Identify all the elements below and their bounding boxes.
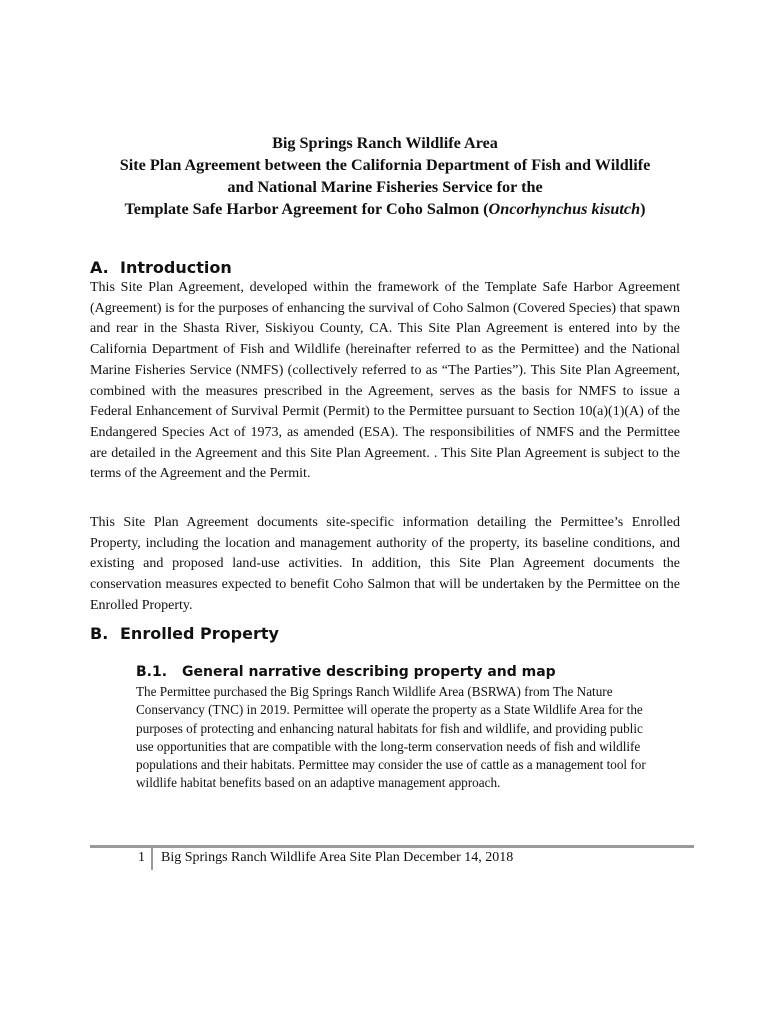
property-narrative-paragraph: The Permittee purchased the Big Springs Ranch Wildlife Area (BSRWA) from The Nature Conservancy (TNC) in 2019. Permittee will operate the property as a State Wildlife Area for the purposes of protecting and enhancing natural habitats for fish and wildlife, and providing public use opportunities that are compatible with the long-term conservation needs of fish and wildlife populations and their habitats. Permittee may consider the use of cattle as a management tool for wildlife habitat benefits based on an adaptive management approach. bbox=[136, 684, 646, 791]
title-line-3: and National Marine Fisheries Service for the bbox=[227, 178, 543, 196]
page-number: 1 bbox=[138, 850, 145, 865]
intro-paragraph-1: This Site Plan Agreement, developed within the framework of the Template Safe Harbor Agreement (Agreement) is for the purposes of enhancing the survival of Coho Salmon (Covered Species) that spawn and rear in the Shasta River, Siskiyou County, CA. This Site Plan Agreement is entered into by the California Department of Fish and Wildlife (hereinafter referred to as the Permittee) and the National Marine Fisheries Service (NMFS) (collectively referred to as “The Parties”). This Site Plan Agreement, combined with the measures prescribed in the Agreement, serves as the basis for NMFS to issue a Federal Enhancement of Survival Permit (Permit) to the Permittee pursuant to Section 10(a)(1)(A) of the Endangered Species Act of 1973, as amended (ESA). The responsibilities of NMFS and the Permittee are detailed in the Agreement and this Site Plan Agreement. . This Site Plan Agreement is subject to the terms of the Agreement and the Permit. bbox=[90, 280, 680, 482]
section-a-number: A. bbox=[90, 258, 109, 277]
footer-divider bbox=[90, 845, 694, 848]
section-a-heading bbox=[90, 258, 232, 277]
title-line-4 bbox=[60, 198, 710, 220]
subsection-b1-number: B.1. bbox=[136, 664, 168, 680]
section-a-title: Introduction bbox=[120, 258, 232, 277]
subsection-b1-heading bbox=[136, 664, 556, 680]
title-line-2: Site Plan Agreement between the California Department of Fish and Wildlife bbox=[119, 156, 651, 174]
section-b-heading bbox=[90, 624, 279, 643]
document-title bbox=[60, 132, 710, 220]
title-line-1: Big Springs Ranch Wildlife Area bbox=[272, 134, 498, 152]
intro-paragraph-2: This Site Plan Agreement documents site-specific information detailing the Permittee’s Enrolled Property, including the location and management authority of the property, its baseline conditions, and existing and proposed land-use activities. In addition, this Site Plan Agreement documents the conservation measures expected to benefit Coho Salmon that will be undertaken by the Permittee on the Enrolled Property. bbox=[90, 515, 680, 613]
footer-text: Big Springs Ranch Wildlife Area Site Plan December 14, 2018 bbox=[161, 850, 514, 865]
title-line-4-pre: Template Safe Harbor Agreement for Coho Salmon ( bbox=[124, 200, 489, 218]
footer-separator bbox=[151, 848, 153, 870]
species-latin-name: Oncorhynchus kisutch bbox=[488, 200, 641, 218]
section-b-number: B. bbox=[90, 624, 109, 643]
section-b-title: Enrolled Property bbox=[120, 624, 279, 643]
subsection-b1-title: General narrative describing property and map bbox=[182, 664, 556, 680]
title-line-4-post: ) bbox=[640, 200, 646, 218]
